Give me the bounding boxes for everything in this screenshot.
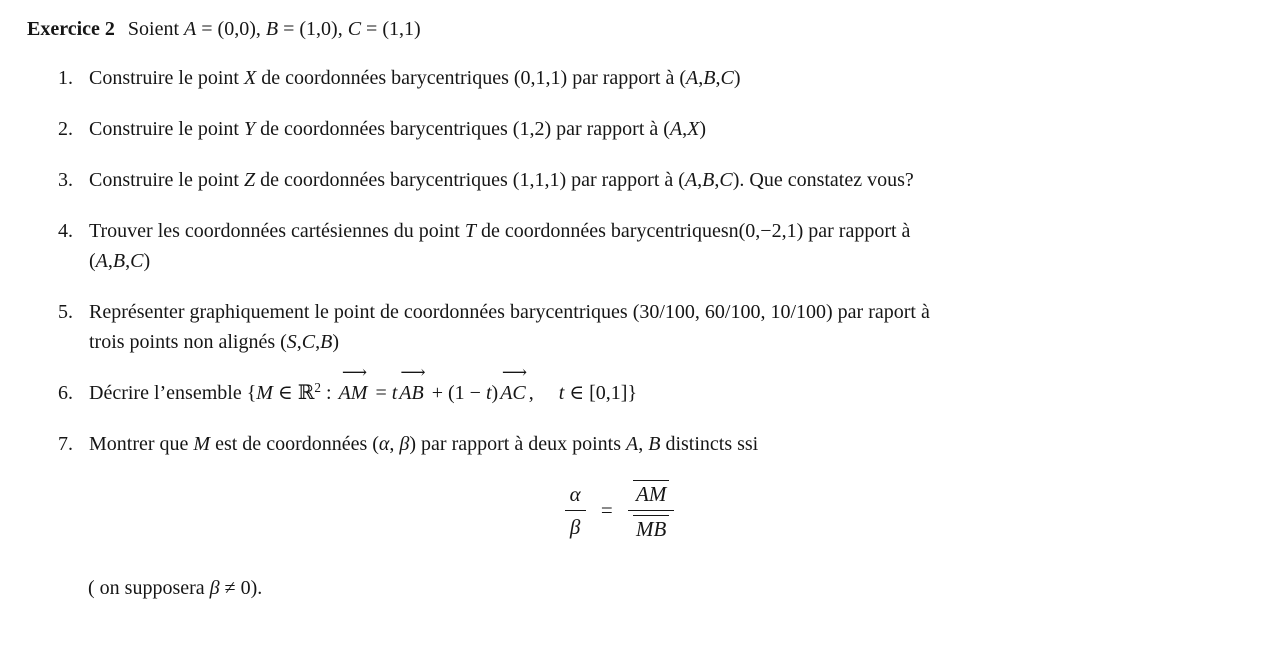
text-run: , [682,118,688,140]
text-run: de coordonnées barycentriques (0,1,1) par rapport à ( [256,67,687,89]
fraction-numerator-alpha: α [565,482,586,511]
vector-ab [399,362,426,408]
text-run: = (0,0), [196,18,266,40]
text-run: Montrer que [89,433,194,455]
text-run: ) [733,67,741,89]
math-variable: C [720,67,734,89]
item-text [89,216,1239,276]
text-run: , [315,331,321,353]
math-variable: A [684,169,698,191]
vector-letters: AC [500,382,526,404]
text-run: , [638,433,649,455]
text-run: , [698,67,704,89]
fraction-numerator-am [628,480,674,511]
text-run: , [296,331,302,353]
text-run: = (1,1) [361,18,421,40]
math-variable: X [243,67,257,89]
item-number: 2. [58,118,73,140]
footnote [88,573,1239,603]
exercise-item [27,114,1239,144]
math-variable: A [184,18,197,40]
exercise-label: Exercice 2 [27,18,115,40]
text-run: ≠ 0). [219,577,263,600]
vector-ac [500,362,528,408]
text-run: ) [699,118,707,140]
vector-arrow-icon: ⟶ [400,362,426,383]
item-text [89,63,1239,93]
text-run: , [714,169,720,191]
math-variable: B [648,433,661,455]
text-run: ∈ ℝ [272,382,315,404]
item-line [89,114,1239,144]
math-variable: C [347,18,362,40]
math-variable: B [320,331,333,353]
exercise-item [27,362,1239,408]
item-line [89,216,1239,246]
exercise-item [27,216,1239,276]
item-text [89,429,1239,459]
text-run: ) [491,382,499,404]
math-variable: C [301,331,316,353]
text-run: ). Que constatez vous? [732,169,914,191]
math-variable: t [485,382,492,404]
text-run: , [528,382,559,404]
math-variable: C [130,250,144,272]
exercise-item [27,165,1239,195]
text-run: , [715,67,721,89]
vector-arrow-icon: ⟶ [501,362,528,383]
math-variable: M [193,433,211,455]
text-run: ) [143,250,151,272]
item-text [89,114,1239,144]
item-text [89,362,1239,408]
fraction-denominator-mb [628,511,674,541]
item-line [89,362,1239,408]
math-variable: Z [243,169,256,191]
text-run: + (1 − [426,382,486,404]
text-run: ) par rapport à deux points [409,433,626,455]
math-variable: B [265,18,279,40]
text-run: Trouver les coordonnées cartésiennes du point [89,220,465,242]
overline-am: AM [633,480,669,505]
vector-am [338,362,368,408]
math-variable: β [209,577,220,600]
math-variable: X [687,118,700,140]
text-run: de coordonnées barycentriques (1,1,1) par rapport à ( [255,169,685,191]
text-run: de coordonnées barycentriques (1,2) par rapport à ( [255,118,670,140]
text-run: : [321,382,337,404]
text-run: ∈ [0,1]} [564,382,638,404]
item-number: 7. [58,433,73,455]
equals-sign: = [600,498,613,523]
text-run: , [389,433,400,455]
math-variable: S [286,331,297,353]
item-line [89,165,1239,195]
exercise-item [27,297,1239,357]
math-variable: t [558,382,565,404]
exercise-list [27,63,1239,459]
item-line [89,429,1239,459]
item-text [89,297,1239,357]
text-run: ( on supposera [88,577,210,600]
fraction-denominator-beta: β [569,515,581,540]
math-variable: B [112,250,126,272]
fraction-alpha-beta [565,482,586,539]
math-variable: T [464,220,476,242]
math-variable: B [702,169,715,191]
math-variable: M [256,382,273,404]
math-variable: A [626,433,639,455]
text-run: = [370,382,392,404]
text-run: Représenter graphiquement le point de coordonnées barycentriques (30/100, 60/100, 10/100) par raport à [89,301,930,323]
text-run: ( [89,250,96,272]
exercise-header [27,14,1239,44]
text-run: de coordonnées barycentriquesn(0,−2,1) par rapport à [475,220,911,242]
math-variable: B [703,67,716,89]
display-equation [27,480,1212,541]
math-variable: A [686,67,699,89]
exercise-item [27,63,1239,93]
text-run: Construire le point [89,118,244,140]
text-run: Décrire l’ensemble { [89,382,257,404]
text-run: ) [332,331,339,353]
item-number: 4. [58,220,73,242]
item-line [89,246,1239,276]
math-variable: C [719,169,733,191]
math-variable: α [378,433,390,455]
vector-arrow-icon: ⟶ [341,362,368,383]
text-run: , [125,250,131,272]
fraction-am-mb [628,480,674,541]
text-run: , [107,250,113,272]
item-number: 3. [58,169,73,191]
math-variable: t [391,382,398,404]
item-number: 5. [58,301,73,323]
text-run: = (1,0), [278,18,348,40]
item-text [89,165,1239,195]
superscript: 2 [314,379,321,395]
vector-letters: AB [399,382,424,404]
text-run: Construire le point [89,169,244,191]
text-run: Construire le point [89,67,244,89]
text-run: , [697,169,703,191]
item-line [89,297,1239,327]
exercise-intro [128,18,421,40]
vector-letters: AM [338,382,368,404]
math-variable: Y [243,118,256,140]
item-line [89,327,1239,357]
item-number: 1. [58,67,73,89]
text-run: trois points non alignés ( [89,331,287,353]
item-number: 6. [58,382,73,404]
math-variable: A [669,118,683,140]
text-run: Soient [127,18,185,40]
math-variable: β [399,433,410,455]
math-variable: A [95,250,108,272]
text-run: distincts ssi [660,433,759,455]
exercise-item [27,429,1239,459]
text-run: est de coordonnées ( [210,433,379,455]
overline-mb: MB [633,515,669,540]
item-line [89,63,1239,93]
